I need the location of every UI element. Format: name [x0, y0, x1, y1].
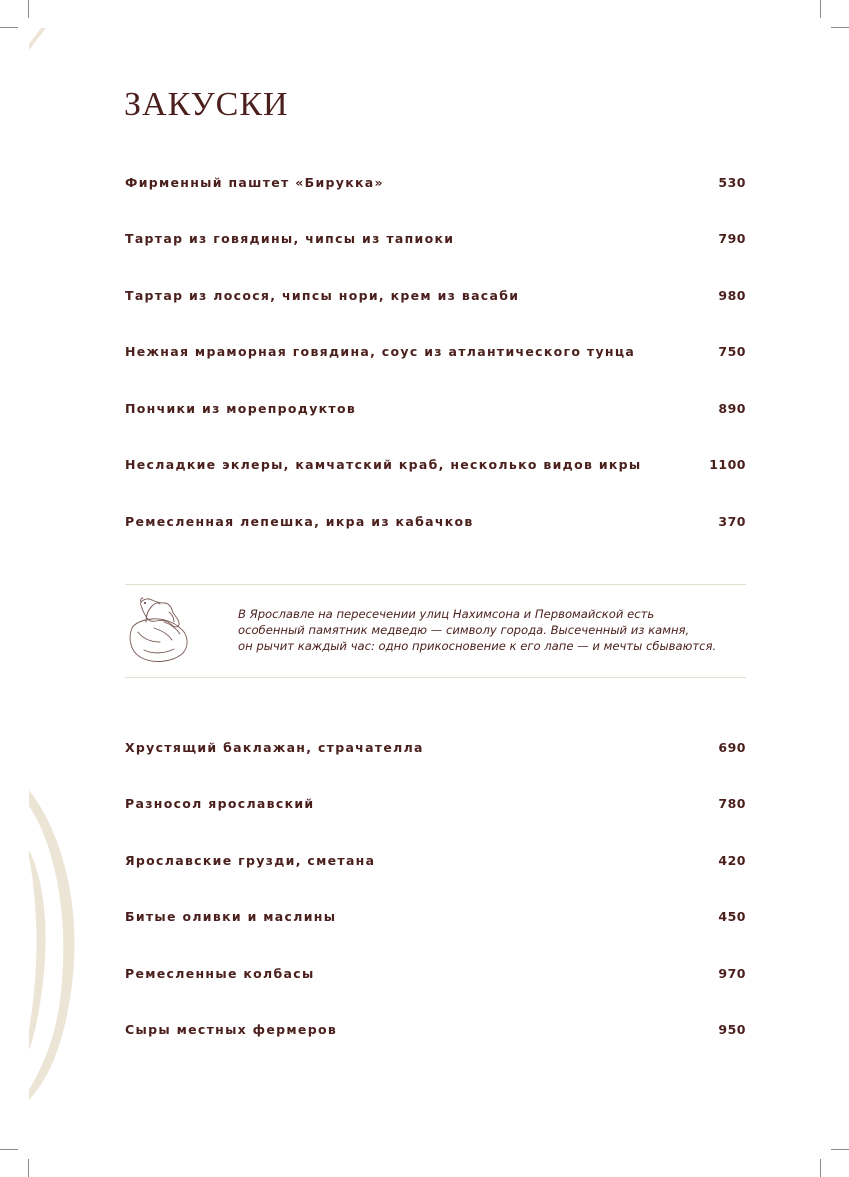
item-name: Пончики из морепродуктов — [125, 400, 357, 416]
item-price: 970 — [718, 965, 746, 981]
item-price: 370 — [718, 513, 746, 529]
item-name: Тартар из говядины, чипсы из тапиоки — [125, 230, 455, 246]
menu-item — [125, 341, 746, 361]
item-price: 420 — [718, 852, 746, 868]
menu-item — [125, 511, 746, 531]
item-name: Ремесленные колбасы — [125, 965, 315, 981]
crop-mark-br-v — [820, 1159, 821, 1177]
item-name: Ремесленная лепешка, икра из кабачков — [125, 513, 474, 529]
item-name: Нежная мраморная говядина, соус из атлантического тунца — [125, 343, 636, 359]
menu-item — [125, 850, 746, 870]
menu-item — [125, 228, 746, 248]
item-price: 950 — [718, 1021, 746, 1037]
divider-bottom — [125, 677, 746, 678]
bear-statue-icon — [124, 594, 198, 666]
item-price: 890 — [718, 400, 746, 416]
divider-top — [125, 584, 746, 585]
note-text — [238, 606, 758, 654]
menu-item — [125, 963, 746, 983]
item-name: Разносол ярославский — [125, 795, 315, 811]
menu-item — [125, 793, 746, 813]
item-price: 1100 — [709, 456, 746, 472]
menu-item — [125, 454, 746, 474]
crop-mark-tr-v — [820, 0, 821, 18]
crop-mark-tr-h — [831, 27, 849, 28]
decorative-swoosh — [0, 0, 120, 1177]
item-name: Хрустящий баклажан, страчателла — [125, 739, 424, 755]
crop-mark-br-h — [831, 1149, 849, 1150]
menu-item — [125, 285, 746, 305]
item-name: Битые оливки и маслины — [125, 908, 337, 924]
menu-item — [125, 398, 746, 418]
menu-item — [125, 737, 746, 757]
item-name: Сыры местных фермеров — [125, 1021, 338, 1037]
item-price: 450 — [718, 908, 746, 924]
note-line: В Ярославле на пересечении улиц Нахимсона и Первомайской есть — [238, 607, 655, 621]
item-price: 530 — [718, 174, 746, 190]
item-price: 780 — [718, 795, 746, 811]
item-name: Ярославские грузди, сметана — [125, 852, 376, 868]
note-line: особенный памятник медведю — символу города. Высеченный из камня, — [238, 623, 690, 637]
menu-item — [125, 1019, 746, 1039]
item-price: 980 — [718, 287, 746, 303]
item-name: Тартар из лосося, чипсы нори, крем из васаби — [125, 287, 520, 303]
menu-item — [125, 906, 746, 926]
item-price: 750 — [718, 343, 746, 359]
item-name: Несладкие эклеры, камчатский краб, несколько видов икры — [125, 456, 642, 472]
note-line: он рычит каждый час: одно прикосновение к его лапе — и мечты сбываются. — [238, 639, 717, 653]
item-price: 690 — [718, 739, 746, 755]
item-price: 790 — [718, 230, 746, 246]
item-name: Фирменный паштет «Бирукка» — [125, 174, 384, 190]
section-title: ЗАКУСКИ — [124, 86, 289, 123]
menu-item — [125, 172, 746, 192]
